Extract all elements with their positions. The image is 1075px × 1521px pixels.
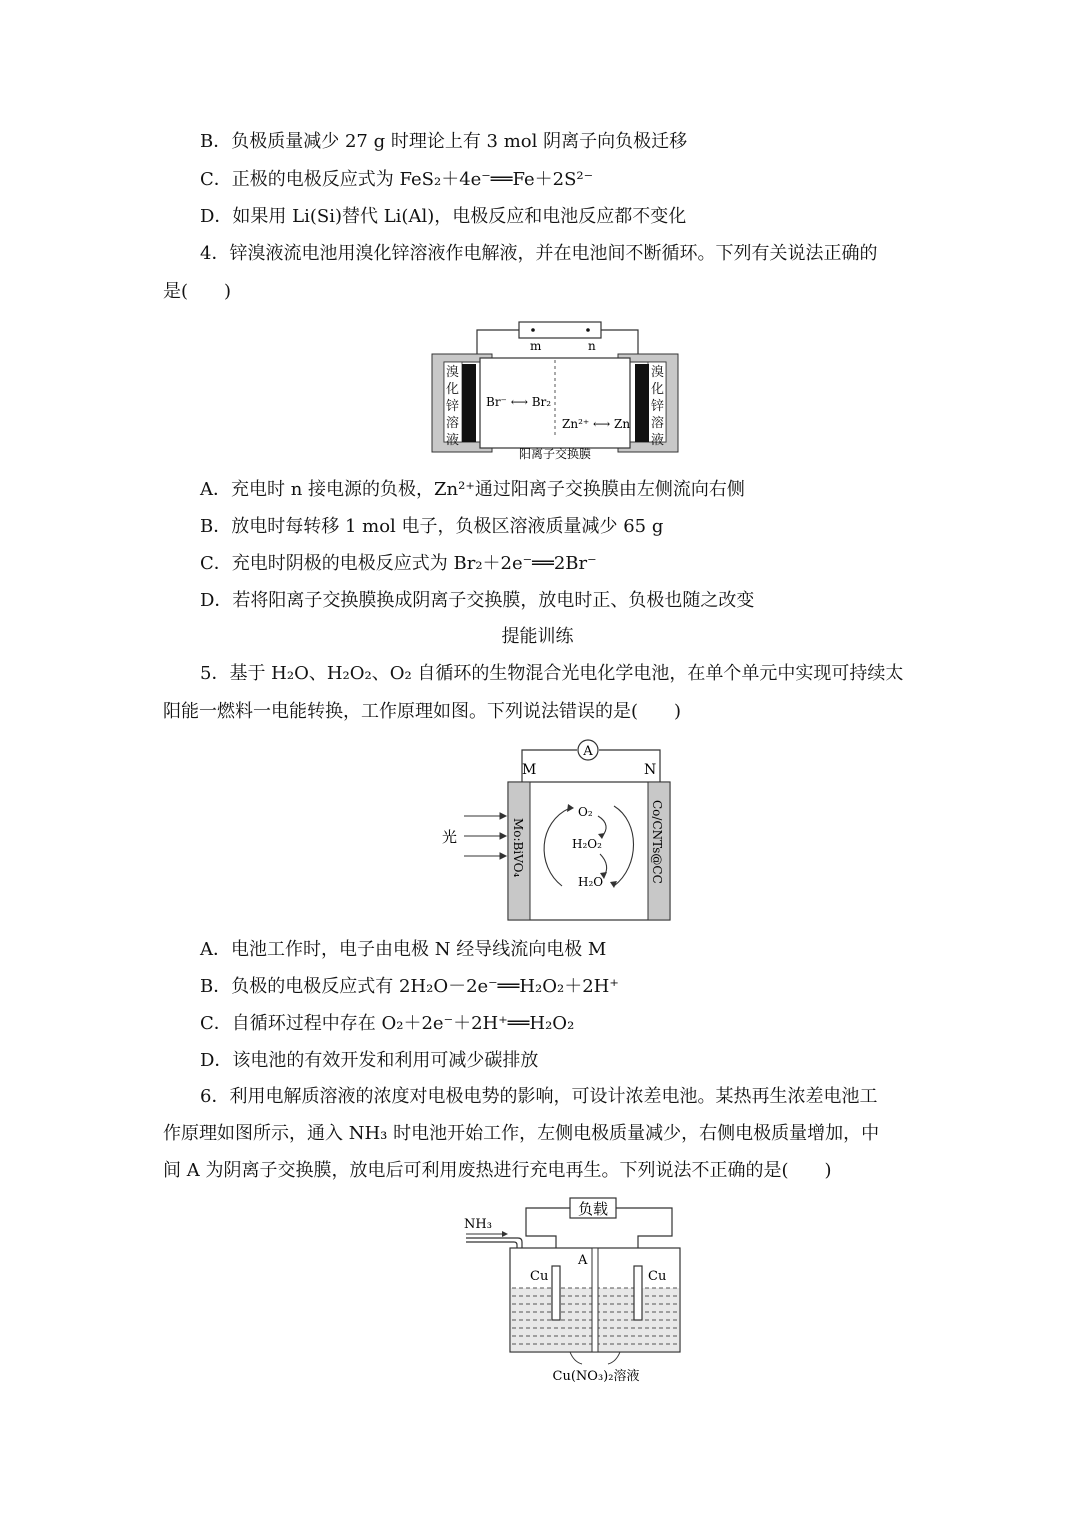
q5-option-d: D．该电池的有效开发和利用可减少碳排放	[200, 1050, 539, 1071]
section-title: 提能训练	[501, 626, 574, 647]
q3-option-d: D．如果用 Li(Si)替代 Li(Al)，电极反应和电池反应都不变化	[200, 206, 687, 227]
q6-stem-line1: 6．利用电解质溶液的浓度对电极电势的影响，可设计浓差电池。某热再生浓差电池工	[200, 1086, 878, 1107]
right-tank-label	[651, 365, 664, 448]
ammonia-label: NH₃	[464, 1217, 492, 1232]
svg-text:化: 化	[446, 382, 460, 397]
light-label: 光	[442, 828, 458, 846]
load-label: 负载	[577, 1200, 609, 1218]
oxygen-label: O₂	[578, 805, 593, 819]
electrode-m-label: M	[522, 762, 537, 778]
q6-stem-line3: 间 A 为阴离子交换膜，放电后可利用废热进行充电再生。下列说法不正确的是( )	[163, 1160, 832, 1181]
hydrogen-peroxide-label: H₂O₂	[572, 837, 602, 851]
terminal-m-label: m	[530, 339, 542, 353]
svg-text:溶: 溶	[446, 416, 460, 431]
concentration-cell-figure	[462, 1196, 686, 1386]
membrane-a-label: A	[578, 1253, 588, 1268]
q4-option-c: C．充电时阴极的电极反应式为 Br₂＋2e⁻══2Br⁻	[200, 553, 597, 574]
svg-text:锌: 锌	[651, 399, 665, 414]
q5-option-b: B．负极的电极反应式有 2H₂O－2e⁻══H₂O₂＋2H⁺	[200, 976, 619, 997]
q5-option-a: A．电池工作时，电子由电极 N 经导线流向电极 M	[200, 939, 607, 960]
svg-text:溴: 溴	[651, 365, 665, 380]
svg-text:化: 化	[651, 382, 665, 397]
q6-stem-line2: 作原理如图所示，通入 NH₃ 时电池开始工作，左侧电极质量减少，右侧电极质量增加，中	[163, 1123, 880, 1144]
membrane-label: 阳离子交换膜	[518, 447, 592, 461]
q5-stem-line2: 阳能一燃料一电能转换，工作原理如图。下列说法错误的是( )	[163, 701, 682, 722]
left-tank-label	[446, 365, 459, 448]
zinc-bromine-battery-figure	[430, 318, 680, 466]
q4-option-b: B．放电时每转移 1 mol 电子，负极区溶液质量减少 65 g	[200, 516, 664, 537]
q4-option-d: D．若将阳离子交换膜换成阴离子交换膜，放电时正、负极也随之改变	[200, 590, 755, 611]
solution-label: Cu(NO₃)₂溶液	[552, 1369, 640, 1384]
q4-option-a: A．充电时 n 接电源的负极，Zn²⁺通过阳离子交换膜由左侧流向右侧	[200, 479, 745, 500]
water-label: H₂O	[578, 875, 604, 889]
svg-text:液: 液	[651, 433, 665, 448]
right-electrode-label: Co/CNTs@CC	[650, 800, 664, 884]
right-copper-label: Cu	[648, 1269, 667, 1284]
ammeter-label: A	[583, 744, 593, 759]
q5-stem-line1: 5．基于 H₂O、H₂O₂、O₂ 自循环的生物混合光电化学电池，在单个单元中实现可持续太	[200, 663, 904, 684]
q4-stem-line2: 是( )	[163, 281, 232, 302]
terminal-n-label: n	[588, 339, 596, 353]
photoelectrochemical-cell-figure	[436, 736, 676, 924]
svg-text:溶: 溶	[651, 416, 665, 431]
q3-option-c: C．正极的电极反应式为 FeS₂＋4e⁻══Fe＋2S²⁻	[200, 169, 594, 190]
light-arrows	[464, 813, 506, 859]
left-electrode-label: Mo:BiVO₄	[511, 818, 525, 878]
left-copper-label: Cu	[530, 1269, 549, 1284]
svg-text:锌: 锌	[446, 399, 460, 414]
svg-text:液: 液	[446, 433, 460, 448]
q4-stem-line1: 4．锌溴液流电池用溴化锌溶液作电解液，并在电池间不断循环。下列有关说法正确的	[200, 243, 878, 264]
svg-text:溴: 溴	[446, 365, 460, 380]
q5-option-c: C．自循环过程中存在 O₂＋2e⁻＋2H⁺══H₂O₂	[200, 1013, 575, 1034]
zinc-reaction-label: Zn²⁺ ⟷ Zn	[562, 417, 631, 431]
electrode-n-label: N	[644, 762, 657, 778]
bromide-reaction-label: Br⁻ ⟷ Br₂	[486, 395, 552, 409]
q3-option-b: B．负极质量减少 27 g 时理论上有 3 mol 阴离子向负极迁移	[200, 131, 688, 152]
